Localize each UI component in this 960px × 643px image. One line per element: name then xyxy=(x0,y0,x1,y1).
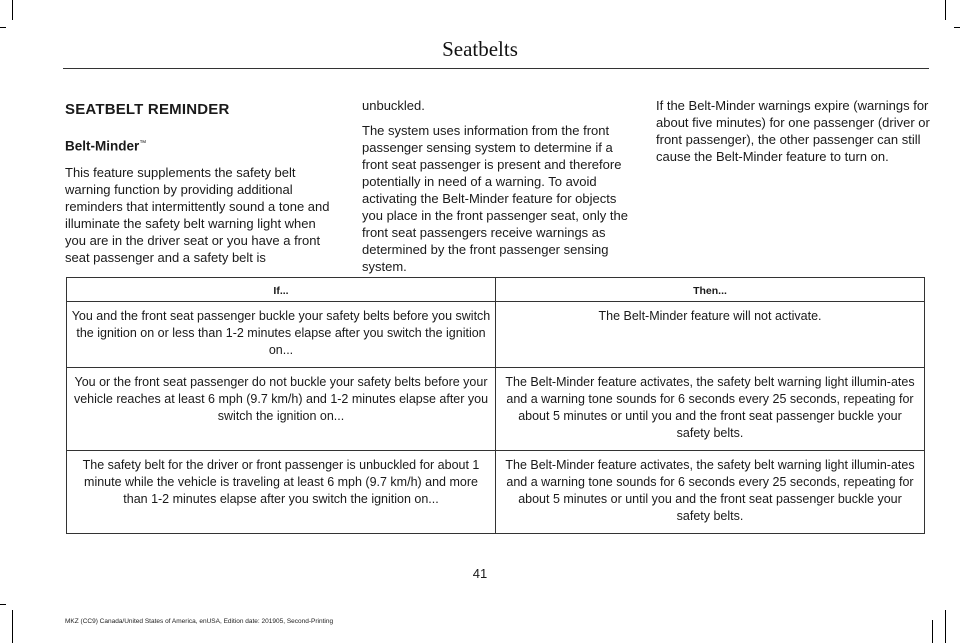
crop-mark xyxy=(12,610,13,643)
page-number: 41 xyxy=(472,566,488,581)
crop-mark xyxy=(12,0,13,20)
footer-edition-text: MKZ (CC9) Canada/United States of America, enUSA, Edition date: 201905, Second-Printing xyxy=(65,618,334,625)
table-cell-result: The Belt-Minder feature activates, the safety belt warning light illumin-ates and a warning tone sounds for 6 seconds every 25 seconds, repeating for about 5 minutes or until you and the front seat passenger buckle your safety belts. xyxy=(496,368,925,451)
paragraph: unbuckled. xyxy=(362,98,425,113)
table-row xyxy=(67,451,925,534)
crop-mark xyxy=(945,0,946,20)
text-column-3 xyxy=(656,97,930,173)
column-header-if: If... xyxy=(67,278,496,302)
column-header-then: Then... xyxy=(496,278,925,302)
table-cell-condition: You or the front seat passenger do not buckle your safety belts before your vehicle reaches at least 6 mph (9.7 km/h) and 1-2 minutes elapse after you switch the ignition on... xyxy=(67,368,496,451)
subsection-title: Belt-Minder™ xyxy=(65,138,147,154)
paragraph: The system uses information from the front passenger sensing system to determine if a front seat passenger is present and therefore potentially in need of a warning. To avoid activating the Belt-Minder feature for objects you place in the front passenger seat, only the front seat passengers receive warnings as determined by the front passenger sensing system. xyxy=(362,123,628,274)
paragraph: This feature supplements the safety belt warning function by providing additional reminders that intermittently sound a tone and illuminate the safety belt warning light when you are in the driver seat or you have a front seat passenger and a safety belt is xyxy=(65,164,330,265)
text-column-2 xyxy=(362,97,637,283)
text-column-1 xyxy=(65,95,340,274)
table-row xyxy=(67,368,925,451)
table-cell-result: The Belt-Minder feature activates, the safety belt warning light illumin-ates and a warning tone sounds for 6 seconds every 25 seconds, repeating for about 5 minutes or until you and the front seat passenger buckle your safety belts. xyxy=(496,451,925,534)
table-header-row xyxy=(67,278,925,302)
paragraph: If the Belt-Minder warnings expire (warnings for about five minutes) for one passenger (driver or front passenger), the other passenger can still cause the Belt-Minder feature to turn on. xyxy=(656,98,930,164)
header-divider xyxy=(63,68,929,69)
table-cell-condition: You and the front seat passenger buckle your safety belts before you switch the ignition on or less than 1-2 minutes elapse after you switch the ignition on... xyxy=(67,302,496,368)
crop-mark xyxy=(945,610,946,643)
crop-mark xyxy=(0,27,6,28)
crop-mark xyxy=(0,604,6,605)
belt-minder-table xyxy=(66,277,925,534)
trademark-mark: ™ xyxy=(139,140,147,147)
table-row xyxy=(67,302,925,368)
table-cell-result: The Belt-Minder feature will not activate. xyxy=(496,302,925,368)
crop-mark xyxy=(932,620,933,643)
crop-mark xyxy=(954,27,960,28)
table-cell-condition: The safety belt for the driver or front passenger is unbuckled for about 1 minute while the vehicle is traveling at least 6 mph (9.7 km/h) and more than 1-2 minutes elapse after you switch the ignition on... xyxy=(67,451,496,534)
page-header-title: Seatbelts xyxy=(442,37,518,61)
section-title: SEATBELT REMINDER xyxy=(65,101,230,118)
